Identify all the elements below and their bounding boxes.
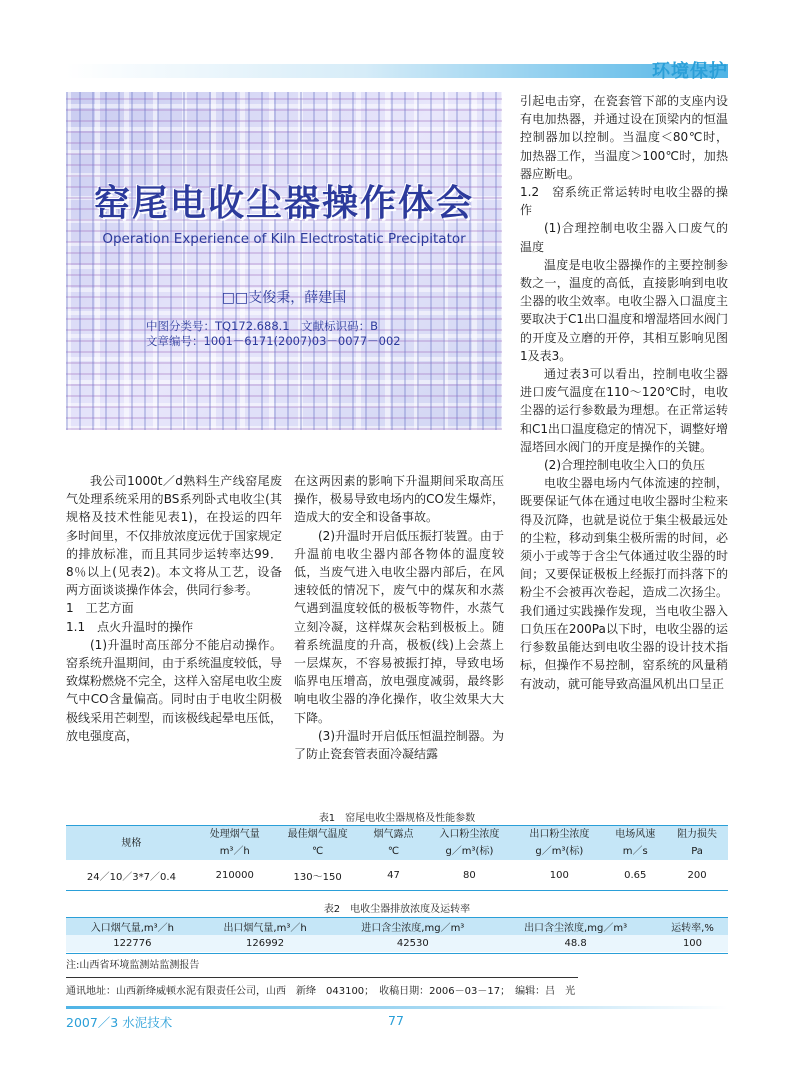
footer-rule [66, 1006, 728, 1009]
section-tag: 环境保护 [652, 61, 728, 82]
paragraph: 在这两因素的影响下升温期间采取高压操作，极易导致电场内的CO发生爆炸，造成大的安全和设备事故。 [294, 474, 504, 525]
table2-cell: 48.8 [494, 935, 657, 952]
table2-bottom-rule [66, 953, 728, 954]
paragraph: (3)升温时开启低压恒温控制器。为了防止瓷套管表面冷凝结露 [294, 728, 504, 762]
table1-unit-cell: ℃ [312, 846, 324, 857]
table1-unit-cell: ℃ [387, 846, 400, 857]
paragraph: (1)合理控制电收尘器入口废气的温度 [520, 221, 728, 254]
table2-note: 注:山西省环境监测站监测报告 [66, 960, 200, 971]
paragraph: 电收尘器电场内气体流速的控制，既要保证气体在通过电收尘器时尘粒来得及沉降，也就是说位于集尘极最远处的尘粒，移动到集尘极所需的时间，必须小于或等于含尘气体通过收尘器的时间；又要保证极板上经振打而抖落下的粉尘不会被再次卷起，造成二次扬尘。我们通过实践操作发现，当电收尘器入口负压在200Pa以下时，电收尘器的运行参数虽能达到电收尘器的设计技术指标，但操作不易控制，窑系统的风量稍有波动，就可能导致高温风机出口呈正 [520, 476, 728, 691]
article-number: 文章编号：1001－6171(2007)03－0077－002 [146, 334, 401, 348]
text-column-3 [520, 92, 728, 693]
table2-cell: 42530 [331, 935, 494, 952]
article-title: 窑尾电收尘器操作体会 [93, 183, 474, 224]
paragraph: 1 工艺方面 [66, 601, 134, 616]
table2-cell: 100 [657, 935, 728, 952]
table1-header-cell: 烟气露点 [373, 829, 414, 840]
table1-unit-cell: m³／h [219, 846, 250, 857]
header-bar [66, 64, 728, 78]
classification-number: 中图分类号：TQ172.688.1 文献标识码：B [146, 319, 378, 333]
footnote-rule [66, 977, 578, 978]
paragraph: 通过表3可以看出，控制电收尘器进口废气温度在110～120℃时，电收尘器的运行参数最为理想。在正常运转和C1出口温度稳定的情况下，调整好增湿塔回水阀门的开度是操作的关键。 [520, 367, 729, 454]
table2 [66, 918, 728, 952]
article-subtitle-en: Operation Experience of Kiln Electrostatic Precipitator [102, 231, 466, 247]
journal-issue: 2007／3 水泥技术 [66, 1015, 173, 1030]
table2-cell: 126992 [199, 935, 332, 952]
correspondence-footnote: 通讯地址：山西新绛威顿水泥有限责任公司，山西 新绛 043100； 收稿日期：2006－03－17； 编辑：吕 光 [66, 986, 576, 997]
table-row [66, 860, 728, 890]
paragraph: 温度是电收尘器操作的主要控制参数之一，温度的高低，直接影响到电收尘器的收尘效率。电收尘器入口温度主要取决于C1出口温度和增湿塔回水阀门的开度及立磨的开停，其相互影响见图1及表3。 [520, 257, 729, 363]
article-banner [66, 92, 502, 430]
table1-unit-cell: m／s [622, 846, 648, 857]
table1-header-cell: 出口粉尘浓度 [529, 829, 590, 840]
table1-cell: 0.65 [604, 860, 666, 890]
table2-header-cell: 运转率,% [671, 923, 714, 934]
table1-unit-cell: g／m³(标) [535, 846, 584, 857]
table1-cell: 80 [424, 860, 514, 890]
table2-header-cell: 出口烟气量,m³／h [223, 923, 307, 934]
table1-header-cell: 处理烟气量 [209, 829, 260, 840]
table1-header-cell: 最佳烟气温度 [287, 829, 348, 840]
table2-header-cell: 进口含尘浓度,mg／m³ [361, 923, 465, 934]
table1-header-cell: 入口粉尘浓度 [439, 829, 500, 840]
table1-header-cell: 规格 [121, 837, 142, 849]
table1-cell: 47 [363, 860, 425, 890]
table1-cell: 130～150 [273, 860, 363, 890]
text-column-1 [66, 472, 282, 745]
table1-cell: 210000 [197, 860, 273, 890]
table2-header-cell: 出口含尘浓度,mg／m³ [524, 923, 628, 934]
table1-cell: 200 [666, 860, 728, 890]
table2-header-row [66, 918, 728, 935]
table1-cell: 24／10／3*7／0.4 [66, 860, 197, 890]
paragraph: 引起电击穿，在瓷套管下部的支座内设有电加热器，并通过设在顶梁内的恒温控制器加以控制。当温度＜80℃时，加热器工作，当温度＞100℃时，加热器应断电。 [520, 94, 728, 181]
table1-bottom-rule [66, 890, 728, 891]
article-classification [146, 319, 401, 349]
table-row [66, 935, 728, 952]
paragraph: (1)升温时高压部分不能启动操作。窑系统升温期间，由于系统温度较低，导致煤粉燃烧不完全，这样入窑尾电收尘废气中CO含量偏高。同时由于电收尘阴极极线采用芒刺型，而该极线起晕电压低，放电强度高， [66, 637, 283, 743]
text-column-2 [294, 472, 504, 763]
page-number: 77 [388, 1013, 404, 1028]
table1-header-cell: 阻力损失 [677, 829, 718, 840]
paragraph: 1.2 窑系统正常运转时电收尘器的操作 [520, 185, 728, 218]
table1-unit-cell: Pa [691, 846, 703, 857]
table1-header-cell: 电场风速 [615, 829, 656, 840]
article-authors: □□支俊秉，薛建国 [221, 290, 347, 306]
paragraph: (2)升温时开启低压振打装置。由于升温前电收尘器内部各物体的温度较低，当废气进入电收尘器内部后，在风速较低的情况下，废气中的煤灰和水蒸气遇到温度较低的极板等物件，水蒸气立刻冷凝，这样煤灰会粘到极板上。随着系统温度的升高，极板(线)上会蒸上一层煤灰，不容易被振打掉，导致电场临界电压增高，放电强度减弱，最终影响电收尘器的净化操作，收尘效果大大下降。 [294, 528, 504, 725]
paragraph: (2)合理控制电收尘入口的负压 [544, 458, 705, 473]
paragraph: 我公司1000t／d熟料生产线窑尾废气处理系统采用的BS系列卧式电收尘(其规格及技术性能见表1)，在投运的四年多时间里，不仅排放浓度远优于国家规定的排放标准，而且其同步运转率达99．8％以上(见表2)。本文将从工艺，设备两方面谈谈操作体会，供同行参考。 [66, 474, 283, 598]
paragraph: 1.1 点火升温时的操作 [66, 619, 194, 634]
table1-unit-cell: g／m³(标) [445, 846, 494, 857]
table1-caption: 表1 窑尾电收尘器规格及性能参数 [318, 813, 476, 824]
table1 [66, 826, 728, 890]
table1-header-row [66, 826, 728, 843]
table1-cell: 100 [514, 860, 604, 890]
table2-cell: 122776 [66, 935, 199, 952]
table2-header-cell: 入口烟气量,m³／h [90, 923, 174, 934]
table2-caption: 表2 电收尘器排放浓度及运转率 [323, 904, 471, 915]
